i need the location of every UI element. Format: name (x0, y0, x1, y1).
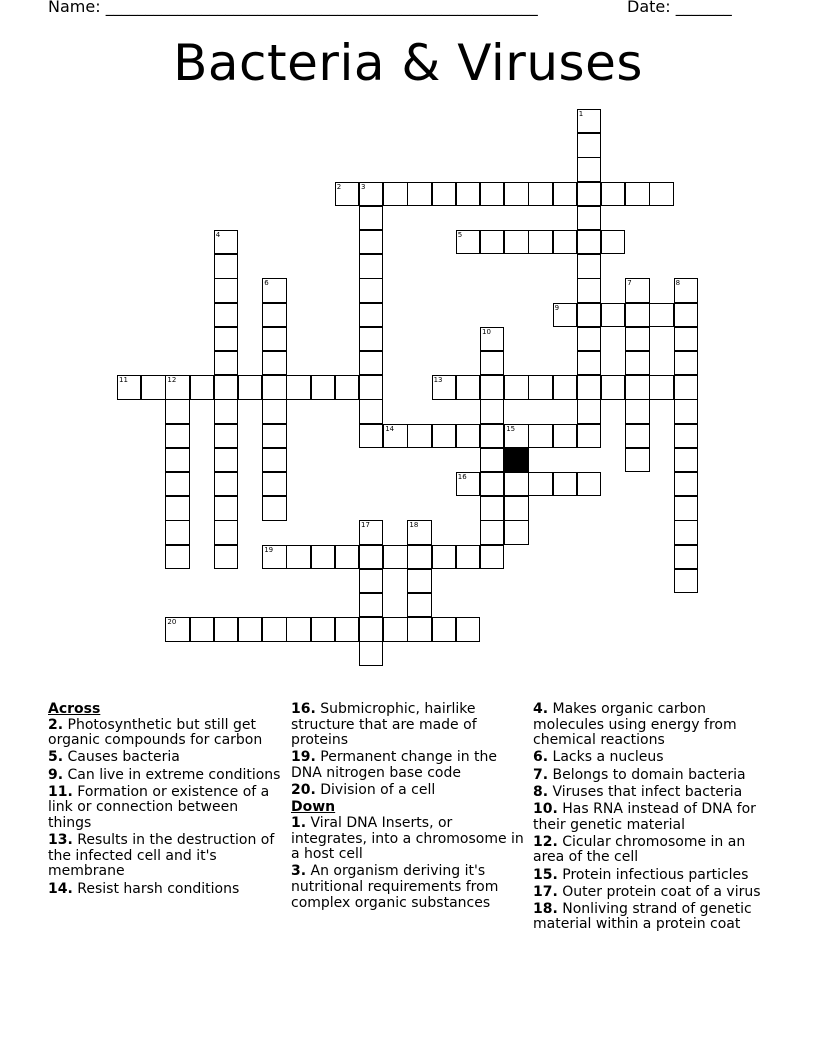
clue-num: 3. (291, 863, 307, 880)
clue-text: Can live in extreme conditions (63, 766, 281, 783)
clue-item (533, 902, 773, 933)
crossword-cell[interactable] (359, 230, 383, 254)
crossword-cell[interactable] (262, 303, 286, 327)
clue-num: 8. (533, 783, 549, 800)
crossword-cell[interactable] (553, 472, 577, 496)
crossword-cell[interactable] (480, 182, 504, 206)
crossword-cell[interactable] (407, 182, 431, 206)
clue-text: Permanent change in the DNA nitrogen base code (291, 749, 498, 781)
name-line[interactable]: ______________________________________________________ (105, 0, 538, 16)
crossword-cell[interactable] (601, 303, 625, 327)
crossword-cell[interactable] (214, 424, 238, 448)
crossword-cell[interactable] (432, 617, 456, 641)
crossword-cell[interactable] (359, 182, 383, 206)
crossword-cell[interactable] (577, 157, 601, 181)
clue-item (48, 882, 284, 898)
crossword-cell[interactable] (214, 303, 238, 327)
clue-number: 20 (167, 618, 177, 627)
crossword-cell[interactable] (262, 424, 286, 448)
clue-item (48, 768, 284, 784)
crossword-cell[interactable] (262, 617, 286, 641)
crossword-cell[interactable] (359, 399, 383, 423)
crossword-cell[interactable] (359, 593, 383, 617)
clue-num: 12. (533, 833, 558, 850)
clue-text: Lacks a nucleus (548, 749, 664, 766)
clue-number: 1 (578, 110, 584, 118)
crossword-cell[interactable] (311, 545, 335, 569)
clue-number: 16 (457, 473, 467, 481)
clue-number: 6 (264, 279, 269, 288)
crossword-cell[interactable] (214, 496, 238, 520)
crossword-cell[interactable] (480, 375, 504, 399)
name-label: Name: (48, 0, 106, 16)
crossword-cell[interactable] (625, 327, 649, 351)
crossword-cell[interactable] (528, 230, 552, 254)
clues-column-2 (291, 702, 527, 913)
clue-num: 20. (291, 782, 316, 799)
clue-text: Nonliving strand of genetic material within a protein coat (533, 900, 752, 933)
crossword-cell[interactable] (214, 230, 238, 254)
across-clue-list-cont (291, 702, 527, 799)
clue-item (533, 868, 773, 884)
crossword-cell[interactable] (359, 520, 383, 544)
crossword-cell[interactable] (625, 399, 649, 423)
crossword-cell[interactable] (553, 424, 577, 448)
crossword-cell[interactable] (407, 617, 431, 641)
clue-number: 3 (361, 182, 366, 191)
clue-num: 11. (48, 783, 73, 800)
crossword-cell[interactable] (262, 399, 286, 423)
crossword-cell[interactable] (504, 496, 528, 520)
clue-number: 13 (433, 376, 443, 385)
crossword-cell[interactable] (407, 593, 431, 617)
clue-item (533, 785, 773, 801)
crossword-cell[interactable] (504, 472, 528, 496)
crossword-cell[interactable] (214, 448, 238, 472)
crossword-cell[interactable] (117, 375, 141, 399)
crossword-cell[interactable] (456, 617, 480, 641)
clue-item (48, 750, 284, 766)
crossword-cell[interactable] (504, 375, 528, 399)
clue-text: Cicular chromosome in an area of the cell (533, 833, 746, 866)
crossword-cell[interactable] (214, 327, 238, 351)
clue-item (533, 702, 773, 749)
crossword-cell[interactable] (480, 496, 504, 520)
crossword-cell[interactable] (165, 520, 189, 544)
clue-number: 15 (506, 424, 516, 433)
clue-number: 8 (675, 279, 681, 288)
crossword-cell[interactable] (407, 520, 431, 544)
across-heading: Across (48, 701, 101, 717)
crossword-cell[interactable] (674, 472, 698, 496)
crossword-cell[interactable] (165, 472, 189, 496)
crossword-cell[interactable] (214, 545, 238, 569)
crossword-cell[interactable] (456, 375, 480, 399)
crossword-cell[interactable] (165, 375, 189, 399)
clue-text: Outer protein coat of a virus (557, 883, 761, 900)
crossword-cell[interactable] (335, 617, 359, 641)
crossword-cell[interactable] (504, 424, 528, 448)
crossword-cell[interactable] (432, 182, 456, 206)
crossword-cell[interactable] (480, 448, 504, 472)
clue-item (533, 750, 773, 766)
clue-text: Belongs to domain bacteria (548, 766, 746, 783)
clue-number: 19 (264, 545, 274, 554)
clue-number: 12 (167, 376, 177, 385)
crossword-cell[interactable] (577, 109, 601, 133)
crossword-cell[interactable] (625, 278, 649, 302)
clue-item (48, 833, 284, 880)
clue-num: 7. (533, 766, 549, 783)
crossword-cell[interactable] (674, 569, 698, 593)
crossword-cell[interactable] (480, 520, 504, 544)
down-clue-list-cont (533, 702, 773, 933)
blocked-cell (504, 448, 528, 472)
crossword-cell[interactable] (214, 278, 238, 302)
crossword-cell[interactable] (407, 545, 431, 569)
clue-item (48, 785, 284, 832)
clue-text: Makes organic carbon molecules using energy from chemical reactions (533, 701, 737, 749)
crossword-cell[interactable] (262, 448, 286, 472)
clue-num: 4. (533, 701, 549, 717)
crossword-cell[interactable] (286, 617, 310, 641)
crossword-cell[interactable] (674, 496, 698, 520)
crossword-cell[interactable] (214, 254, 238, 278)
crossword-cell[interactable] (577, 133, 601, 157)
clue-text: Submicrophic, hairlike structure that are made of proteins (291, 701, 477, 749)
crossword-cell[interactable] (577, 424, 601, 448)
crossword-cell[interactable] (553, 375, 577, 399)
crossword-cell[interactable] (649, 303, 673, 327)
crossword-cell[interactable] (165, 448, 189, 472)
crossword-cell[interactable] (286, 375, 310, 399)
clue-item (533, 768, 773, 784)
clue-item (291, 816, 527, 863)
clues-column-1 (48, 702, 284, 899)
crossword-cell[interactable] (214, 351, 238, 375)
clue-item (533, 835, 773, 866)
crossword-cell[interactable] (359, 278, 383, 302)
crossword-cell[interactable] (674, 399, 698, 423)
crossword-cell[interactable] (407, 424, 431, 448)
crossword-cell[interactable] (165, 424, 189, 448)
crossword-cell[interactable] (601, 375, 625, 399)
crossword-cell[interactable] (262, 375, 286, 399)
crossword-cell[interactable] (335, 182, 359, 206)
crossword-cell[interactable] (480, 424, 504, 448)
clues-column-3 (533, 702, 773, 935)
crossword-cell[interactable] (359, 327, 383, 351)
clue-text: Viral DNA Inserts, or integrates, into a chromosome in a host cell (291, 814, 524, 863)
crossword-cell[interactable] (359, 303, 383, 327)
crossword-cell[interactable] (238, 617, 262, 641)
clue-number: 17 (361, 521, 370, 530)
date-line[interactable]: _______ (675, 0, 732, 16)
crossword-cell[interactable] (262, 278, 286, 302)
crossword-cell[interactable] (577, 206, 601, 230)
crossword-cell[interactable] (165, 545, 189, 569)
crossword-cell[interactable] (383, 182, 407, 206)
crossword-cell[interactable] (674, 520, 698, 544)
crossword-cell[interactable] (528, 375, 552, 399)
clue-num: 6. (533, 749, 549, 766)
crossword-cell[interactable] (286, 545, 310, 569)
crossword-cell[interactable] (577, 230, 601, 254)
crossword-cell[interactable] (674, 375, 698, 399)
clue-num: 16. (291, 701, 316, 717)
clue-number: 11 (119, 376, 128, 385)
crossword-cell[interactable] (190, 375, 214, 399)
crossword-cell[interactable] (553, 230, 577, 254)
crossword-cell[interactable] (262, 496, 286, 520)
crossword-cell[interactable] (674, 424, 698, 448)
crossword-cell[interactable] (674, 303, 698, 327)
clue-num: 10. (533, 800, 558, 817)
crossword-cell[interactable] (311, 617, 335, 641)
clue-item (533, 885, 773, 901)
crossword-cell[interactable] (674, 448, 698, 472)
crossword-cell[interactable] (553, 303, 577, 327)
crossword-cell[interactable] (359, 375, 383, 399)
page-title: Bacteria & Viruses (173, 34, 643, 92)
clue-item (533, 802, 773, 833)
crossword-cell[interactable] (214, 399, 238, 423)
clue-number: 9 (554, 303, 560, 312)
crossword-cell[interactable] (262, 545, 286, 569)
crossword-cell[interactable] (359, 351, 383, 375)
clue-text: Causes bacteria (63, 749, 180, 766)
crossword-cell[interactable] (577, 399, 601, 423)
crossword-cell[interactable] (625, 303, 649, 327)
crossword-cell[interactable] (480, 327, 504, 351)
crossword-cell[interactable] (359, 569, 383, 593)
crossword-cell[interactable] (528, 182, 552, 206)
crossword-cell[interactable] (262, 472, 286, 496)
crossword-cell[interactable] (601, 230, 625, 254)
clue-number: 10 (482, 327, 491, 336)
crossword-cell[interactable] (214, 472, 238, 496)
clue-item (291, 750, 527, 781)
clue-text: Viruses that infect bacteria (548, 783, 743, 800)
crossword-cell[interactable] (359, 617, 383, 641)
clue-text: Photosynthetic but still get organic compounds for carbon (48, 716, 263, 749)
crossword-cell[interactable] (165, 496, 189, 520)
date-label: Date: (627, 0, 676, 16)
clue-number: 18 (409, 521, 419, 530)
crossword-cell[interactable] (383, 424, 407, 448)
crossword-cell[interactable] (214, 375, 238, 399)
crossword-cell[interactable] (359, 424, 383, 448)
clue-num: 17. (533, 883, 558, 900)
clue-num: 14. (48, 880, 73, 897)
clue-num: 15. (533, 866, 558, 883)
crossword-cell[interactable] (480, 230, 504, 254)
crossword-cell[interactable] (504, 520, 528, 544)
clue-text: An organism deriving it's nutritional requirements from complex organic substances (291, 863, 499, 911)
clue-item (48, 718, 284, 749)
crossword-cell[interactable] (165, 399, 189, 423)
crossword-cell[interactable] (577, 182, 601, 206)
crossword-cell[interactable] (165, 617, 189, 641)
crossword-cell[interactable] (480, 545, 504, 569)
clue-text: Protein infectious particles (557, 866, 749, 883)
crossword-cell[interactable] (432, 424, 456, 448)
down-clue-list (291, 816, 527, 911)
crossword-cell[interactable] (190, 617, 214, 641)
crossword-cell[interactable] (480, 472, 504, 496)
crossword-cell[interactable] (359, 206, 383, 230)
crossword-cell[interactable] (383, 617, 407, 641)
clue-num: 2. (48, 716, 64, 733)
crossword-cell[interactable] (359, 545, 383, 569)
clue-number: 2 (336, 182, 342, 191)
crossword-cell[interactable] (674, 545, 698, 569)
crossword-cell[interactable] (504, 182, 528, 206)
clue-text: Formation or existence of a link or connection between things (48, 783, 270, 831)
crossword-cell[interactable] (528, 424, 552, 448)
crossword-cell[interactable] (480, 351, 504, 375)
clue-number: 14 (385, 424, 395, 433)
crossword-cell[interactable] (601, 182, 625, 206)
crossword-cell[interactable] (456, 472, 480, 496)
clue-item (291, 864, 527, 911)
crossword-cell[interactable] (335, 375, 359, 399)
clue-num: 1. (291, 814, 307, 831)
clue-number: 4 (215, 231, 221, 239)
crossword-cell[interactable] (262, 351, 286, 375)
crossword-cell[interactable] (311, 375, 335, 399)
crossword-cell[interactable] (577, 278, 601, 302)
clue-num: 5. (48, 749, 64, 766)
crossword-cell[interactable] (480, 399, 504, 423)
clue-number: 5 (457, 231, 463, 239)
crossword-cell[interactable] (383, 545, 407, 569)
crossword-cell[interactable] (359, 254, 383, 278)
crossword-cell[interactable] (456, 230, 480, 254)
crossword-cell[interactable] (625, 182, 649, 206)
clue-num: 19. (291, 749, 316, 766)
crossword-cell[interactable] (504, 230, 528, 254)
crossword-cell[interactable] (407, 569, 431, 593)
crossword-cell[interactable] (577, 327, 601, 351)
crossword-cell[interactable] (432, 375, 456, 399)
crossword-cell[interactable] (456, 424, 480, 448)
clue-item (291, 702, 527, 749)
crossword-cell[interactable] (577, 254, 601, 278)
crossword-cell[interactable] (262, 327, 286, 351)
crossword-cell[interactable] (625, 375, 649, 399)
crossword-cell[interactable] (359, 641, 383, 665)
crossword-cell[interactable] (432, 545, 456, 569)
down-heading: Down (291, 799, 336, 816)
crossword-cell[interactable] (214, 520, 238, 544)
crossword-cell[interactable] (528, 472, 552, 496)
across-clue-list (48, 718, 284, 898)
clue-num: 13. (48, 832, 73, 849)
crossword-cell[interactable] (625, 351, 649, 375)
crossword-cell[interactable] (238, 375, 262, 399)
crossword-cell[interactable] (141, 375, 165, 399)
clue-text: Resist harsh conditions (72, 880, 240, 897)
crossword-cell[interactable] (335, 545, 359, 569)
crossword-cell[interactable] (214, 617, 238, 641)
crossword-cell[interactable] (649, 182, 673, 206)
clue-num: 9. (48, 766, 64, 783)
crossword-cell[interactable] (674, 351, 698, 375)
clue-item (291, 783, 527, 799)
crossword-cell[interactable] (456, 545, 480, 569)
crossword-cell[interactable] (577, 351, 601, 375)
crossword-cell[interactable] (674, 278, 698, 302)
crossword-cell[interactable] (625, 424, 649, 448)
clue-text: Results in the destruction of the infected cell and it's membrane (48, 832, 275, 880)
crossword-cell[interactable] (577, 472, 601, 496)
crossword-cell[interactable] (577, 303, 601, 327)
clue-text: Has RNA instead of DNA for their genetic material (533, 800, 756, 833)
crossword-cell[interactable] (456, 182, 480, 206)
crossword-cell[interactable] (649, 375, 673, 399)
crossword-cell[interactable] (625, 448, 649, 472)
crossword-cell[interactable] (553, 182, 577, 206)
crossword-cell[interactable] (577, 375, 601, 399)
clue-num: 18. (533, 900, 558, 917)
clue-number: 7 (627, 279, 632, 288)
crossword-cell[interactable] (674, 327, 698, 351)
clue-text: Division of a cell (315, 782, 436, 799)
